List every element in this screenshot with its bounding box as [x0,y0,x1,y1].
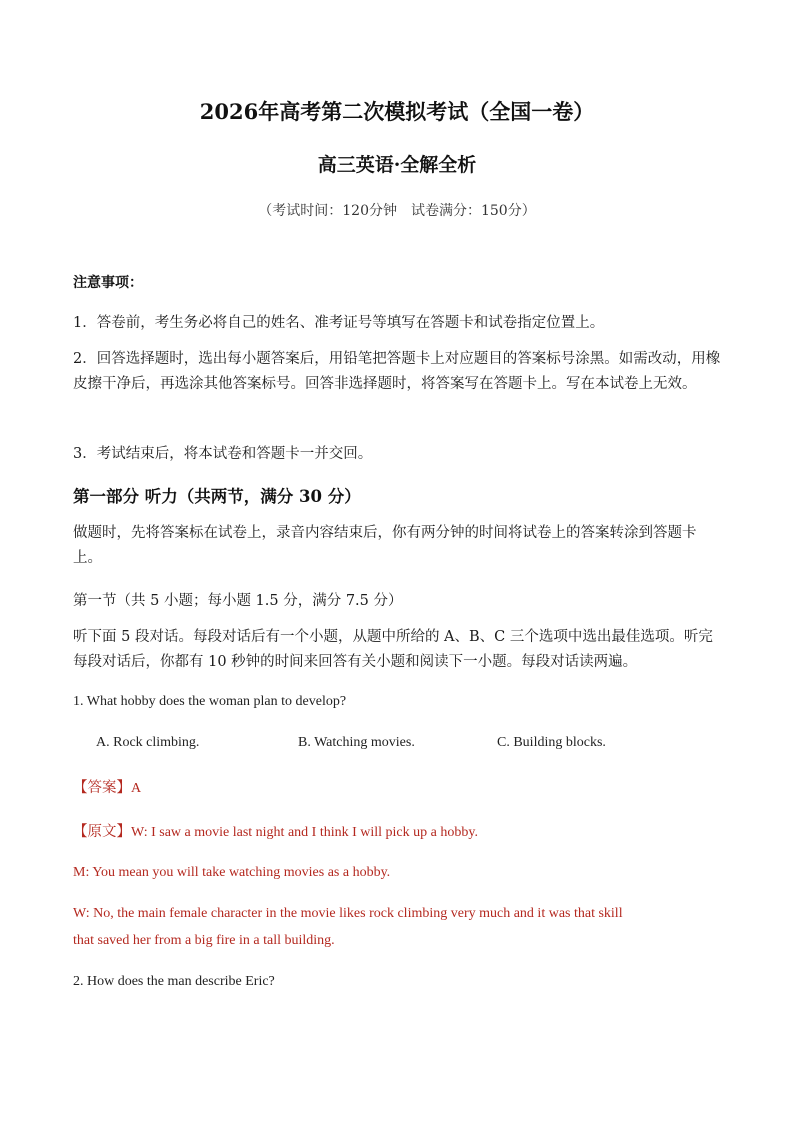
notice-item-3: 3．考试结束后，将本试卷和答题卡一并交回。 [73,446,373,462]
part1-heading: 第一部分 听力（共两节，满分 30 分） [73,487,361,506]
q1-answer [73,776,141,797]
q1-option-c: C. Building blocks. [497,735,606,750]
question-2: 2. How does the man describe Eric? [73,974,275,989]
q1-option-a: A. Rock climbing. [96,735,200,750]
q1-option-b: B. Watching movies. [298,735,415,750]
notice-heading: 注意事项： [73,275,143,291]
q1-transcript-line-3: W: No, the main female character in the movie likes rock climbing very much and it was that skill [73,906,623,921]
notice-item-1: 1．答卷前，考生务必将自己的姓名、准考证号等填写在答题卡和试卷指定位置上。 [73,315,605,331]
question-1: 1. What hobby does the woman plan to develop? [73,694,347,709]
exam-title: 2026年高考第二次模拟考试（全国一卷） [199,99,595,124]
q1-transcript-line-2: M: You mean you will take watching movies as a hobby. [73,865,391,880]
section1-instruction: 听下面 5 段对话。每段对话后有一个小题，从题中所给的 A、B、C 三个选项中选出最佳选项。听完每段对话后，你都有 10 秒钟的时间来回答有关小题和阅读下一小题。每段对话读两遍。 [73,629,713,670]
q1-transcript-line-1 [73,820,478,841]
exam-subtitle: 高三英语·全解全析 [317,154,477,176]
answer-value: A [131,781,142,796]
exam-info: （考试时间：120分钟 试卷满分：150分） [258,203,536,219]
notice-item-2: 2．回答选择题时，选出每小题答案后，用铅笔把答题卡上对应题目的答案标号涂黑。如需改动，用橡皮擦干净后，再选涂其他答案标号。回答非选择题时，将答案写在答题卡上。写在本试卷上无效。 [73,351,721,392]
part1-instruction: 做题时，先将答案标在试卷上，录音内容结束后，你有两分钟的时间将试卷上的答案转涂到答题卡上。 [73,525,697,566]
section1-heading: 第一节（共 5 小题；每小题 1.5 分，满分 7.5 分） [73,593,403,609]
q1-transcript-line-4: that saved her from a big fire in a tall building. [73,933,335,948]
transcript-label: 【原文】 [73,824,131,840]
transcript-text: W: I saw a movie last night and I think I will pick up a hobby. [131,825,478,840]
answer-label: 【答案】 [73,780,131,796]
